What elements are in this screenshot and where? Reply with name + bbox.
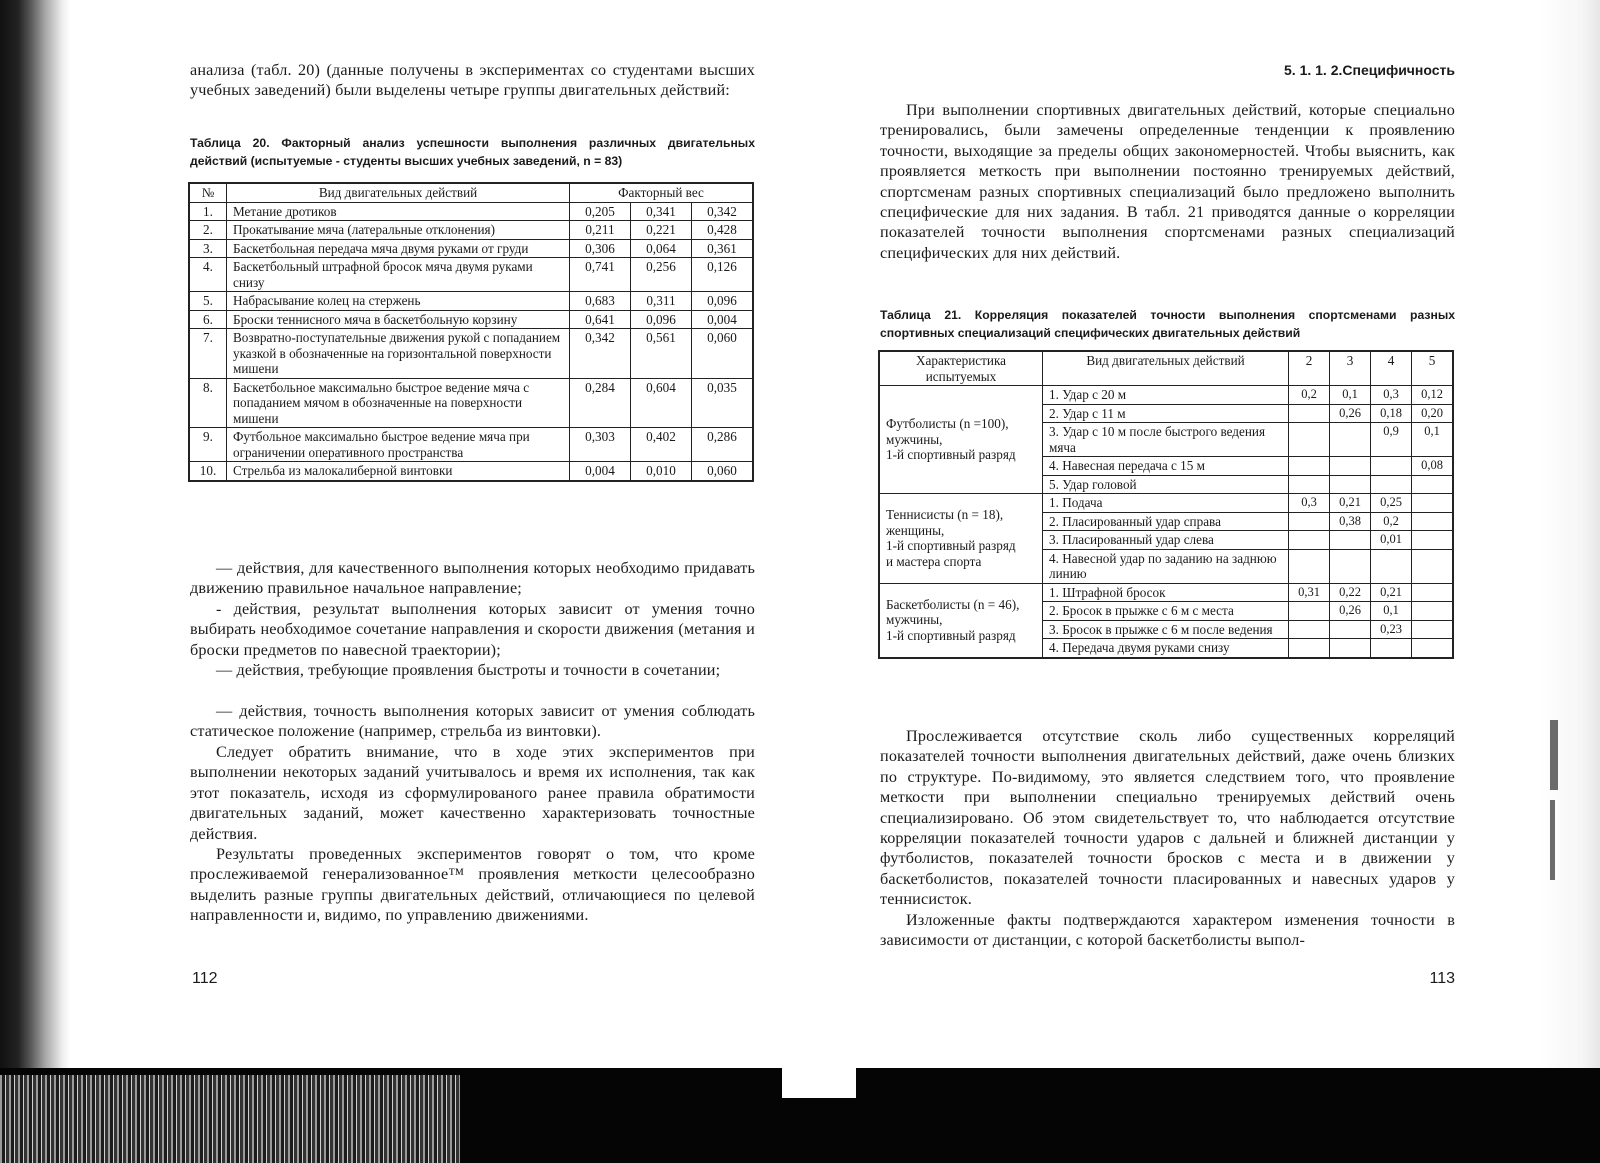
- row-action: Баскетбольная передача мяча двумя руками от груди: [227, 239, 570, 258]
- book-spine-shadow: [0, 0, 70, 1163]
- row-number: 8.: [189, 378, 227, 428]
- scan-edge-mark: [1550, 720, 1558, 790]
- row-action: Броски теннисного мяча в баскетбольную корзину: [227, 310, 570, 329]
- row-number: 2.: [189, 221, 227, 240]
- row-value: 0,004: [570, 462, 631, 481]
- table-20-caption: Таблица 20. Факторный анализ успешности выполнения различных двигательных действий (испытуемые - студенты высших учебных заведений, n = 83): [190, 136, 755, 168]
- row-action: Возвратно-поступательные движения рукой с попаданием указкой в обозначенные на горизонтальной поверхности мишени: [227, 329, 570, 379]
- row-value: 0,26: [1330, 602, 1371, 621]
- col-header-3: 3: [1330, 351, 1371, 386]
- row-action: 3. Бросок в прыжке с 6 м после ведения: [1043, 620, 1289, 639]
- row-value: 0,641: [570, 310, 631, 329]
- row-number: 1.: [189, 202, 227, 221]
- row-action: Метание дротиков: [227, 202, 570, 221]
- col-header-factor: Факторный вес: [570, 183, 754, 202]
- left-paragraph-4: — действия, требующие проявления быстроты и точности в сочетании;: [216, 661, 721, 679]
- row-value: [1289, 423, 1330, 457]
- row-value: 0,1: [1412, 423, 1454, 457]
- row-value: [1371, 475, 1412, 494]
- row-value: [1412, 531, 1454, 550]
- row-value: 0,064: [631, 239, 692, 258]
- table-row: [189, 258, 753, 292]
- row-value: [1289, 512, 1330, 531]
- row-value: 0,3: [1289, 494, 1330, 513]
- row-value: [1289, 549, 1330, 583]
- row-value: 0,683: [570, 292, 631, 311]
- row-value: [1289, 457, 1330, 476]
- table-row: [879, 386, 1453, 405]
- row-value: 0,31: [1289, 583, 1330, 602]
- page-number-left: 112: [192, 970, 218, 987]
- row-action: 2. Пласированный удар справа: [1043, 512, 1289, 531]
- col-header-action: Вид двигательных действий: [227, 183, 570, 202]
- table-header-row: [189, 183, 753, 202]
- row-value: 0,341: [631, 202, 692, 221]
- col-header-number: №: [189, 183, 227, 202]
- col-header-2: 2: [1289, 351, 1330, 386]
- row-value: 0,01: [1371, 531, 1412, 550]
- table-20: [188, 182, 754, 482]
- table-row: [189, 221, 753, 240]
- row-value: [1289, 531, 1330, 550]
- table-row: [189, 329, 753, 379]
- row-number: 7.: [189, 329, 227, 379]
- row-value: [1330, 549, 1371, 583]
- section-heading: 5. 1. 1. 2.Специфичность: [1284, 62, 1455, 78]
- table-21-caption: Таблица 21. Корреляция показателей точности выполнения спортсменами разных спортивных специализаций специфических двигательных действий: [880, 308, 1455, 340]
- row-number: 5.: [189, 292, 227, 311]
- row-value: [1330, 639, 1371, 658]
- row-value: [1412, 549, 1454, 583]
- row-value: [1412, 620, 1454, 639]
- row-value: 0,311: [631, 292, 692, 311]
- row-action: Баскетбольное максимально быстрое ведение мяча с попаданием мячом в обозначенные на поверхности мишени: [227, 378, 570, 428]
- row-value: [1289, 475, 1330, 494]
- group-label-tennis: Теннисисты (n = 18), женщины, 1-й спортивный разряд и мастера спорта: [879, 494, 1043, 584]
- left-paragraph-7: Результаты проведенных экспериментов говорят о том, что кроме прослеживаемой генерализованное™ проявления меткости целесообразно выделить разные группы двигательных действий, отличающиеся по целевой направленности и, видимо, по управлению движениями.: [190, 845, 755, 925]
- row-value: 0,1: [1330, 386, 1371, 405]
- table-row: [189, 202, 753, 221]
- table-21: [878, 350, 1454, 659]
- row-value: 0,402: [631, 428, 692, 462]
- row-action: 3. Пласированный удар слева: [1043, 531, 1289, 550]
- row-value: 0,221: [631, 221, 692, 240]
- table-row: [189, 310, 753, 329]
- col-header-4: 4: [1371, 351, 1412, 386]
- row-value: [1412, 512, 1454, 531]
- row-value: 0,361: [692, 239, 754, 258]
- row-value: [1289, 639, 1330, 658]
- row-value: 0,3: [1371, 386, 1412, 405]
- row-value: 0,096: [692, 292, 754, 311]
- row-value: 0,096: [631, 310, 692, 329]
- row-value: 0,342: [570, 329, 631, 379]
- row-action: Стрельба из малокалиберной винтовки: [227, 462, 570, 481]
- row-value: 0,18: [1371, 404, 1412, 423]
- col-header-5: 5: [1412, 351, 1454, 386]
- table-row: [879, 494, 1453, 513]
- row-value: 0,060: [692, 462, 754, 481]
- row-value: [1412, 475, 1454, 494]
- row-number: 4.: [189, 258, 227, 292]
- row-value: 0,303: [570, 428, 631, 462]
- row-action: 1. Удар с 20 м: [1043, 386, 1289, 405]
- right-paragraph-3: Изложенные факты подтверждаются характером изменения точности в зависимости от дистанции, с которой баскетболисты выпол-: [880, 911, 1455, 950]
- row-value: 0,342: [692, 202, 754, 221]
- row-number: 9.: [189, 428, 227, 462]
- col-header-subjects: Характеристика испытуемых: [879, 351, 1043, 386]
- row-value: 0,23: [1371, 620, 1412, 639]
- table-row: [189, 292, 753, 311]
- row-value: [1412, 639, 1454, 658]
- row-value: [1289, 404, 1330, 423]
- row-value: [1330, 620, 1371, 639]
- right-paragraph-2: Прослеживается отсутствие сколь либо существенных корреляций показателей точности выполнения двигательных действий, даже очень близких по структуре. По-видимому, это является следствием того, что проявление меткости при выполнении специально тренируемых действий очень специализировано. Об этом свидетельствует то, что наблюдается отсутствие корреляции показателей точности ударов с дальней и ближней дистанции у футболистов, показателей точности бросков с места и в движении у баскетболистов, показателей точности пласированных и навесных ударов у теннисисток.: [880, 727, 1455, 909]
- row-value: 0,561: [631, 329, 692, 379]
- row-value: 0,21: [1330, 494, 1371, 513]
- row-value: 0,284: [570, 378, 631, 428]
- row-value: [1412, 583, 1454, 602]
- table-row: [189, 378, 753, 428]
- row-value: 0,26: [1330, 404, 1371, 423]
- row-value: 0,20: [1412, 404, 1454, 423]
- row-number: 3.: [189, 239, 227, 258]
- left-paragraph-2: — действия, для качественного выполнения которых необходимо придавать движению правильное начальное направление;: [190, 559, 755, 598]
- row-action: 3. Удар с 10 м после быстрого ведения мяча: [1043, 423, 1289, 457]
- table-row: [189, 428, 753, 462]
- row-value: 0,205: [570, 202, 631, 221]
- row-value: 0,035: [692, 378, 754, 428]
- scan-border-notch: [782, 1068, 856, 1098]
- row-value: 0,126: [692, 258, 754, 292]
- left-paragraph-3: - действия, результат выполнения которых зависит от умения точно выбирать необходимое сочетание направления и скорости движения (метания и броски предметов по навесной траектории);: [190, 600, 755, 659]
- left-paragraph-5: — действия, точность выполнения которых зависит от умения соблюдать статическое положение (например, стрельба из винтовки).: [190, 702, 755, 741]
- row-value: 0,1: [1371, 602, 1412, 621]
- row-value: 0,25: [1371, 494, 1412, 513]
- row-value: 0,22: [1330, 583, 1371, 602]
- row-value: [1371, 457, 1412, 476]
- row-value: 0,604: [631, 378, 692, 428]
- row-value: 0,08: [1412, 457, 1454, 476]
- left-paragraph-6: Следует обратить внимание, что в ходе этих экспериментов при выполнении некоторых заданий учитывалось и время их исполнения, так как этот показатель, исходя из сформулированого ранее правила обратимости двигательных заданий, может качественно характеризовать точностные действия.: [190, 743, 755, 843]
- row-value: [1289, 620, 1330, 639]
- col-header-action: Вид двигательных действий: [1043, 351, 1289, 386]
- row-value: 0,21: [1371, 583, 1412, 602]
- row-value: 0,004: [692, 310, 754, 329]
- row-value: 0,428: [692, 221, 754, 240]
- group-label-footballers: Футболисты (n =100), мужчины, 1-й спортивный разряд: [879, 386, 1043, 494]
- row-action: 2. Удар с 11 м: [1043, 404, 1289, 423]
- row-value: 0,2: [1289, 386, 1330, 405]
- row-value: [1371, 639, 1412, 658]
- row-value: 0,2: [1371, 512, 1412, 531]
- row-value: 0,286: [692, 428, 754, 462]
- row-action: 1. Подача: [1043, 494, 1289, 513]
- table-row: [879, 583, 1453, 602]
- row-value: 0,211: [570, 221, 631, 240]
- row-value: 0,256: [631, 258, 692, 292]
- row-number: 6.: [189, 310, 227, 329]
- left-paragraph-1: анализа (табл. 20) (данные получены в экспериментах со студентами высших учебных заведений) были выделены четыре группы двигательных действий:: [190, 61, 755, 100]
- row-action: 5. Удар головой: [1043, 475, 1289, 494]
- row-value: [1330, 457, 1371, 476]
- row-value: 0,38: [1330, 512, 1371, 531]
- page-number-right: 113: [1429, 970, 1455, 987]
- row-action: Футбольное максимально быстрое ведение мяча при ограничении оперативного пространства: [227, 428, 570, 462]
- scan-noise-strip: [0, 1075, 460, 1163]
- row-action: Прокатывание мяча (латеральные отклонения): [227, 221, 570, 240]
- row-action: 4. Навесная передача с 15 м: [1043, 457, 1289, 476]
- row-action: Баскетбольный штрафной бросок мяча двумя руками снизу: [227, 258, 570, 292]
- row-value: [1330, 531, 1371, 550]
- group-label-basketball: Баскетболисты (n = 46), мужчины, 1-й спортивный разряд: [879, 583, 1043, 658]
- row-value: [1330, 423, 1371, 457]
- row-value: 0,741: [570, 258, 631, 292]
- row-value: [1371, 549, 1412, 583]
- row-action: 4. Навесной удар по заданию на заднюю линию: [1043, 549, 1289, 583]
- scan-edge-mark: [1550, 800, 1555, 880]
- row-value: 0,060: [692, 329, 754, 379]
- table-row: [189, 239, 753, 258]
- row-action: 4. Передача двумя руками снизу: [1043, 639, 1289, 658]
- table-row: [189, 462, 753, 481]
- row-value: [1412, 602, 1454, 621]
- row-action: Набрасывание колец на стержень: [227, 292, 570, 311]
- row-value: [1330, 475, 1371, 494]
- row-number: 10.: [189, 462, 227, 481]
- row-value: 0,010: [631, 462, 692, 481]
- table-header-row: [879, 351, 1453, 386]
- row-value: 0,9: [1371, 423, 1412, 457]
- row-value: 0,306: [570, 239, 631, 258]
- row-action: 2. Бросок в прыжке с 6 м с места: [1043, 602, 1289, 621]
- row-value: [1289, 602, 1330, 621]
- row-value: [1412, 494, 1454, 513]
- row-value: 0,12: [1412, 386, 1454, 405]
- scan-right-edge: [1538, 0, 1600, 1068]
- right-paragraph-1: При выполнении спортивных двигательных действий, которые специально тренировались, были замечены определенные тенденции к проявлению точности, выходящие за пределы общих закономерностей. Чтобы выяснить, как проявляется меткость при выполнении постоянно тренируемых действий, спортсменам разных спортивных специализаций было предложено выполнить специфические для них задания. В табл. 21 приводятся данные о корреляции показателей точности выполнения спортсменами разных специализаций специфических для них действий.: [880, 101, 1455, 262]
- row-action: 1. Штрафной бросок: [1043, 583, 1289, 602]
